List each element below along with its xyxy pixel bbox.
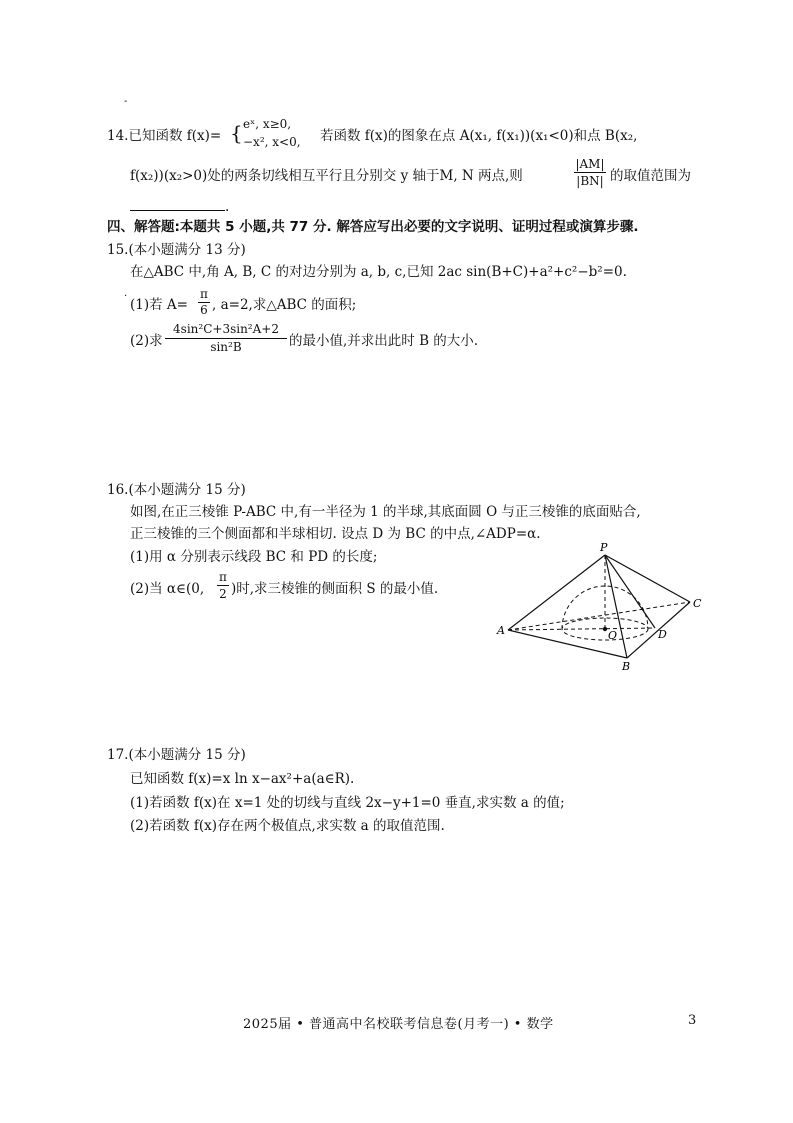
section-4-heading: 四、解答题:本题共 5 小题,共 77 分. 解答应写出必要的文字说明、证明过程或演算步骤. [107, 219, 639, 235]
label-A: A [497, 624, 505, 637]
q15-part1-a: (1)若 A= [130, 297, 188, 313]
q14-frac-den: |BN| [576, 174, 604, 188]
q16-stem-line1: 如图,在正三棱锥 P-ABC 中,有一半径为 1 的半球,其底面圆 O 与正三棱锥的底面贴合, [130, 504, 641, 520]
q16-part1: (1)用 α 分别表示线段 BC 和 PD 的长度; [130, 549, 378, 565]
q17-stem: 已知函数 f(x)=x ln x−ax²+a(a∈R). [130, 771, 355, 787]
q14-line2-head: f(x₂))(x₂>0)处的两条切线相互平行且分别交 y 轴于M, N 两点,则 [130, 168, 523, 184]
q14-line1-tail: 若函数 f(x)的图象在点 A(x₁, f(x₁))(x₁<0)和点 B(x₂, [320, 128, 638, 144]
q14-piece2: −x², x<0, [243, 135, 301, 149]
q14-line1-head: 14.已知函数 f(x)= [107, 128, 222, 144]
q15-part2-bar [165, 338, 287, 339]
q16-part2-bar [217, 585, 229, 586]
q16-part2-a: (2)当 α∈(0, [130, 581, 205, 597]
q17-heading: 17.(本小题满分 15 分) [107, 747, 246, 763]
pyramid-figure [495, 540, 710, 675]
label-C: C [693, 597, 702, 610]
q14-line2-tail: 的取值范围为 [610, 168, 691, 184]
q17-part1: (1)若函数 f(x)在 x=1 处的切线与直线 2x−y+1=0 垂直,求实数 a 的值; [130, 795, 565, 811]
label-O: O [608, 629, 618, 642]
label-D: D [658, 628, 667, 641]
q14-brace: { [230, 121, 243, 145]
center-O-dot [603, 627, 607, 631]
q16-stem-line2: 正三棱锥的三个侧面都和半球相切. 设点 D 为 BC 的中点,∠ADP=α. [130, 526, 541, 542]
q16-part2-num: π [219, 570, 227, 584]
q15-part2-a: (2)求 [130, 333, 163, 349]
page-footer: 2025届 • 普通高中名校联考信息卷(月考一) • 数学 [243, 1017, 554, 1032]
scan-mark: · [124, 291, 128, 302]
q15-part2-num: 4sin²C+3sin²A+2 [173, 322, 279, 336]
q15-stem: 在△ABC 中,角 A, B, C 的对边分别为 a, b, c,已知 2ac sin(B+C)+a²+c²−b²=0. [130, 264, 627, 280]
q16-heading: 16.(本小题满分 15 分) [107, 482, 246, 498]
q14-piece1: eˣ, x≥0, [243, 117, 292, 131]
page-number: 3 [688, 1013, 697, 1028]
edge-PC [605, 555, 690, 602]
q15-part2-b: 的最小值,并求出此时 B 的大小. [289, 333, 479, 349]
q15-part1-den: 6 [200, 303, 208, 317]
q15-heading: 15.(本小题满分 13 分) [107, 242, 246, 258]
edge-PA [508, 555, 605, 630]
segment-AD [508, 628, 655, 630]
q16-part2-den: 2 [219, 587, 227, 601]
q15-part2-den: sin²B [210, 340, 242, 354]
q16-part2-b: )时,求三棱锥的侧面积 S 的最小值. [231, 581, 439, 597]
q17-part2: (2)若函数 f(x)存在两个极值点,求实数 a 的取值范围. [130, 818, 445, 834]
label-P: P [600, 541, 608, 554]
q15-part1-b: , a=2,求△ABC 的面积; [212, 297, 357, 313]
q14-answer-line: . [130, 196, 229, 216]
q15-part1-num: π [200, 287, 208, 301]
label-B: B [622, 660, 631, 673]
q14-frac-num: |AM| [575, 157, 605, 171]
q14-frac-bar [574, 172, 606, 173]
scan-mark: - [124, 96, 128, 107]
answer-blank[interactable] [130, 196, 225, 211]
